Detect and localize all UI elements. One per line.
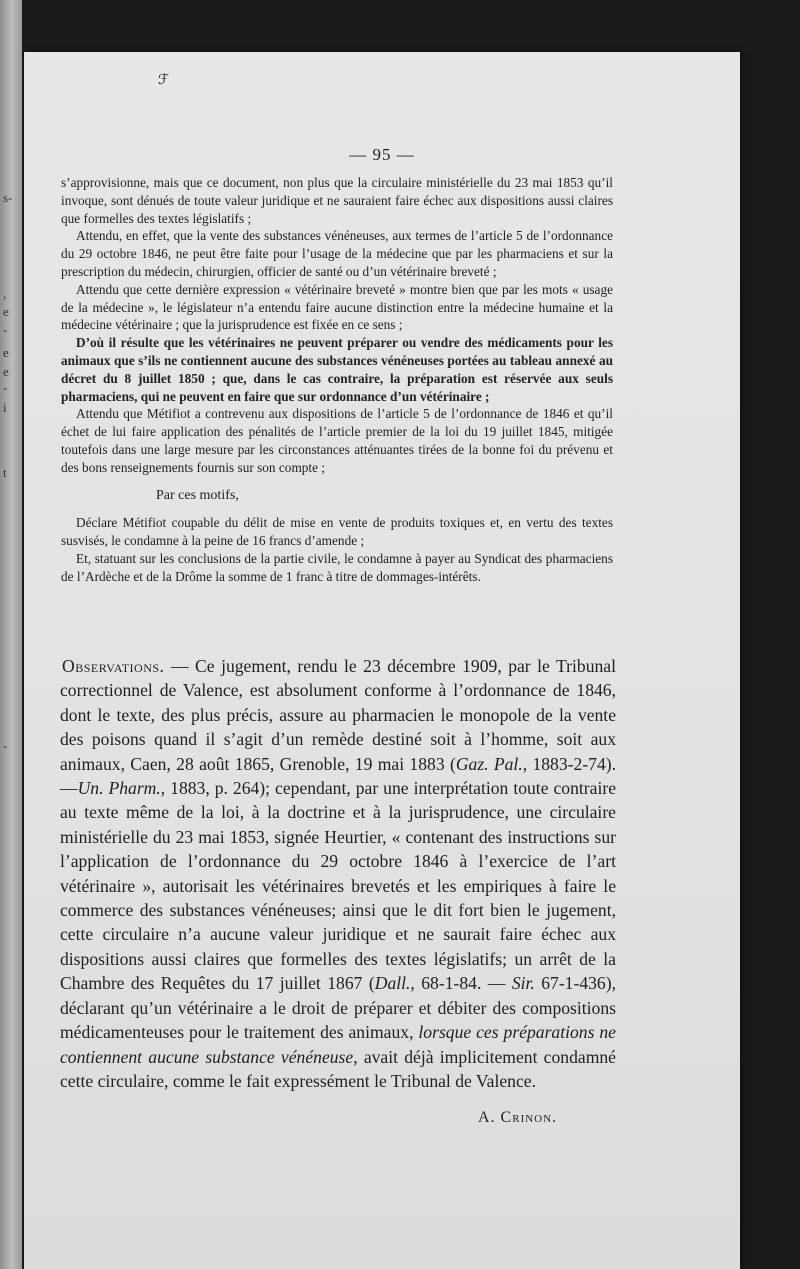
- citation: Dall.: [374, 973, 411, 994]
- citation: Sir.: [511, 973, 535, 994]
- observations-text: 67-1-436), déclarant qu’un vétérinaire a le droit de préparer et débiter des compositions médicamenteuses pour le traitement des animaux,: [60, 973, 616, 1043]
- ink-mark: ℱ: [158, 73, 170, 88]
- margin-fragment: t: [3, 465, 7, 480]
- observations-label: Observations.: [62, 656, 165, 676]
- observations-text: , 68-1-84. —: [410, 973, 506, 994]
- judgment-paragraph: Attendu, en effet, que la vente des substances vénéneuses, aux termes de l’article 5 de l’ordonnance du 29 octobre 1846, ne peut être faite pour l’usage de la médecine que par les pharmaciens et sur la prescription du médecin, chirurgien, officier de santé ou d’un vétérinaire breveté ;: [61, 228, 613, 279]
- previous-page-edge: [0, 0, 22, 1269]
- judgment-paragraph: Et, statuant sur les conclusions de la partie civile, le condamne à payer au Syndicat des pharmaciens de l’Ardèche et de la Drôme la somme de 1 franc à titre de dommages-intérêts.: [61, 550, 613, 584]
- citation: Un. Pharm.: [77, 778, 161, 799]
- document-page: [24, 52, 740, 1269]
- margin-fragment: e: [3, 364, 9, 379]
- observations-paragraph: [60, 654, 616, 1093]
- motifs-heading: Par ces motifs,: [156, 487, 239, 503]
- judgment-paragraph: D’où il résulte que les vétérinaires ne peuvent préparer ou vendre des médicaments pour les animaux que s’ils ne contiennent aucune des substances vénéneuses portées au tableau annexé au décret du 8 juillet 1850 ; que, dans le cas contraire, la préparation est réservée aux seuls pharmaciens, qui ne peuvent en faire que sur ordonnance d’un vétérinaire ;: [61, 335, 613, 404]
- observations-text: — Ce jugement, rendu le 23 décembre 1909, par le Tribunal correctionnel de Valence, est absolument conforme à l’ordonnance de 1846, dont le texte, des plus précis, assure au pharmacien le monopole de la vente des poisons quand il s’agit d’un remède destiné soit à l’homme, soit aux animaux, Caen, 28 août 1865, Grenoble, 19 mai 1883 (: [60, 656, 616, 774]
- margin-fragment: e: [3, 345, 9, 360]
- observations-section: [60, 654, 616, 1093]
- page-number: — 95 —: [349, 145, 415, 164]
- citation: Gaz. Pal.: [455, 753, 523, 774]
- margin-fragment: -: [3, 738, 8, 753]
- margin-fragment: i: [3, 400, 7, 415]
- judgment-paragraph: Attendu que Métifiot a contrevenu aux dispositions de l’article 5 de l’ordonnance de 1846 et qu’il échet de lui faire application des pénalités de l’article premier de la loi du 19 juillet 1845, mitigée toutefois dans une large mesure par les circonstances atténuantes tirées de la bonne foi du prévenu et des bons renseignements fournis sur son compte ;: [61, 406, 613, 475]
- judgment-paragraph: Attendu que cette dernière expression « vétérinaire breveté » montre bien que par les mots « usage de la médecine », le législateur n’a entendu faire aucune distinction entre la médecine humaine et la médecine vétérinaire ; que la jurisprudence est fixée en ce sens ;: [61, 281, 613, 333]
- author-signature: A. Crinon.: [478, 1109, 558, 1126]
- judgment-paragraph: Déclare Métifiot coupable du délit de mise en vente de produits toxiques et, en vertu des textes susvisés, le condamne à la peine de 16 francs d’amende ;: [61, 515, 613, 549]
- margin-fragment: -: [3, 380, 8, 395]
- observations-text: , 1883-2-74). —: [60, 753, 616, 799]
- margin-fragment: ,: [3, 286, 7, 301]
- margin-fragment: s-: [3, 190, 13, 205]
- margin-fragment: e: [3, 304, 9, 319]
- margin-fragment: -: [3, 322, 8, 337]
- observations-text: , avait déjà implicitement condamné cette circulaire, comme le fait expressément le Tribunal de Valence.: [60, 1046, 616, 1091]
- citation: lorsque ces préparations ne contiennent aucune substance vénéneuse: [60, 1022, 616, 1067]
- judgment-paragraph: s’approvisionne, mais que ce document, non plus que la circulaire ministérielle du 23 mai 1853 qu’il invoque, sont dénués de toute valeur juridique et ne sauraient faire échec aux dispositions aussi claires que formelles des textes législatifs ;: [61, 175, 613, 226]
- judgment-text: [61, 174, 613, 586]
- observations-text: , 1883, p. 264); cependant, par une interprétation toute contraire au texte même de la loi, à la doctrine et à la jurisprudence, une circulaire ministérielle du 23 mai 1853, signée Heurtier, « contenant des instructions sur l’application de l’ordonnance du 29 octobre 1846 à l’exercice de l’art vétérinaire », autorisait les vétérinaires brevetés et les empiriques à faire le commerce des substances vénéneuses; ainsi que le dit fort bien le jugement, cette circulaire n’a aucune valeur juridique et ne saurait faire échec aux dispositions aussi claires que formelles des textes législatifs; un arrêt de la Chambre des Requêtes du 17 juillet 1867 (: [60, 778, 617, 994]
